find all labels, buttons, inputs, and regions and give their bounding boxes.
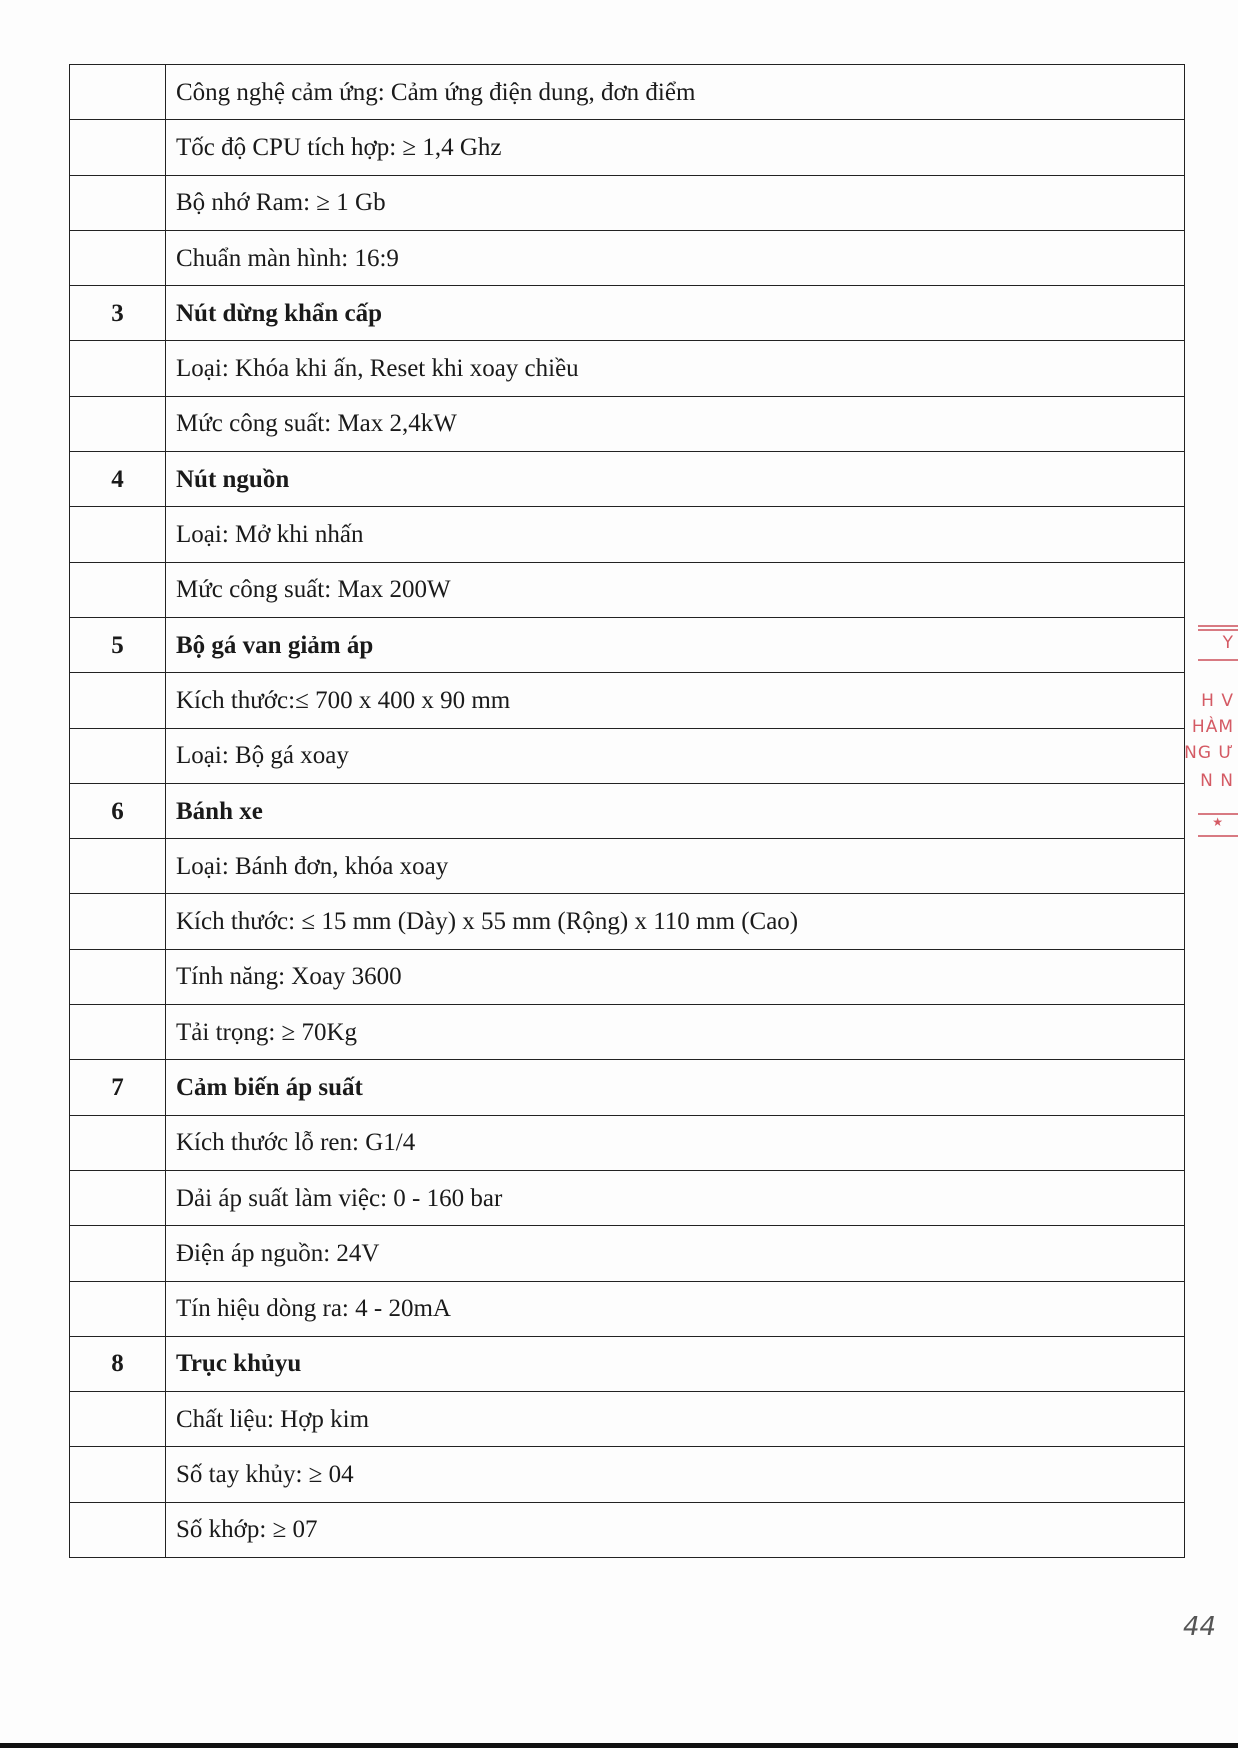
row-number-cell: 4	[70, 452, 166, 507]
section-title-cell: Bánh xe	[166, 783, 1185, 838]
spec-text-cell: Tốc độ CPU tích hợp: ≥ 1,4 Ghz	[166, 120, 1185, 175]
spec-text-cell: Bộ nhớ Ram: ≥ 1 Gb	[166, 175, 1185, 230]
seal-rule	[1198, 625, 1238, 627]
red-seal-stamp	[1184, 625, 1238, 850]
spec-text-cell: Số tay khủy: ≥ 04	[166, 1447, 1185, 1502]
spec-item-row	[70, 1005, 1185, 1060]
spec-item-row	[70, 1281, 1185, 1336]
section-title-cell: Nút nguồn	[166, 452, 1185, 507]
seal-text: HÀM	[1191, 717, 1234, 737]
spec-item-row	[70, 230, 1185, 285]
spec-text-cell: Dải áp suất làm việc: 0 - 160 bar	[166, 1170, 1185, 1225]
section-heading-row	[70, 1336, 1185, 1391]
section-heading-row	[70, 452, 1185, 507]
row-number-cell: 6	[70, 783, 166, 838]
bottom-scan-border	[0, 1743, 1238, 1748]
spec-text-cell: Điện áp nguồn: 24V	[166, 1226, 1185, 1281]
spec-text-cell: Loại: Bánh đơn, khóa xoay	[166, 839, 1185, 894]
seal-rule	[1198, 835, 1238, 837]
spec-text-cell: Chuẩn màn hình: 16:9	[166, 230, 1185, 285]
spec-item-row	[70, 839, 1185, 894]
spec-item-row	[70, 507, 1185, 562]
row-number-cell	[70, 894, 166, 949]
seal-star-icon: ★	[1212, 815, 1224, 829]
row-number-cell: 7	[70, 1060, 166, 1115]
spec-table-body	[70, 65, 1185, 1558]
spec-text-cell: Loại: Mở khi nhấn	[166, 507, 1185, 562]
spec-text-cell: Kích thước lỗ ren: G1/4	[166, 1115, 1185, 1170]
section-title-cell: Nút dừng khẩn cấp	[166, 286, 1185, 341]
row-number-cell	[70, 341, 166, 396]
spec-text-cell: Công nghệ cảm ứng: Cảm ứng điện dung, đơn điểm	[166, 65, 1185, 120]
spec-item-row	[70, 673, 1185, 728]
spec-text-cell: Tải trọng: ≥ 70Kg	[166, 1005, 1185, 1060]
row-number-cell	[70, 230, 166, 285]
row-number-cell	[70, 507, 166, 562]
spec-text-cell: Chất liệu: Hợp kim	[166, 1392, 1185, 1447]
spec-item-row	[70, 175, 1185, 230]
row-number-cell	[70, 65, 166, 120]
spec-item-row	[70, 728, 1185, 783]
spec-item-row	[70, 1170, 1185, 1225]
page-number: 44	[1183, 1612, 1217, 1642]
spec-item-row	[70, 1447, 1185, 1502]
row-number-cell	[70, 1005, 166, 1060]
row-number-cell	[70, 839, 166, 894]
seal-text: NG Ư	[1184, 743, 1234, 763]
row-number-cell: 8	[70, 1336, 166, 1391]
row-number-cell	[70, 1170, 166, 1225]
spec-text-cell: Kích thước: ≤ 15 mm (Dày) x 55 mm (Rộng) x 110 mm (Cao)	[166, 894, 1185, 949]
row-number-cell	[70, 673, 166, 728]
row-number-cell	[70, 175, 166, 230]
section-title-cell: Bộ gá van giảm áp	[166, 617, 1185, 672]
row-number-cell	[70, 1502, 166, 1557]
row-number-cell	[70, 728, 166, 783]
spec-item-row	[70, 1226, 1185, 1281]
spec-text-cell: Số khớp: ≥ 07	[166, 1502, 1185, 1557]
spec-item-row	[70, 949, 1185, 1004]
section-heading-row	[70, 617, 1185, 672]
seal-text: H V	[1201, 691, 1234, 711]
row-number-cell	[70, 1226, 166, 1281]
section-title-cell: Cảm biến áp suất	[166, 1060, 1185, 1115]
row-number-cell: 5	[70, 617, 166, 672]
spec-text-cell: Loại: Bộ gá xoay	[166, 728, 1185, 783]
spec-text-cell: Mức công suất: Max 2,4kW	[166, 396, 1185, 451]
spec-item-row	[70, 120, 1185, 175]
spec-item-row	[70, 1392, 1185, 1447]
section-heading-row	[70, 286, 1185, 341]
section-heading-row	[70, 1060, 1185, 1115]
spec-table	[69, 64, 1185, 1558]
seal-text: Y	[1222, 633, 1234, 653]
spec-text-cell: Tính năng: Xoay 3600	[166, 949, 1185, 1004]
row-number-cell: 3	[70, 286, 166, 341]
spec-item-row	[70, 341, 1185, 396]
seal-rule	[1198, 659, 1238, 661]
row-number-cell	[70, 396, 166, 451]
spec-item-row	[70, 894, 1185, 949]
spec-text-cell: Loại: Khóa khi ấn, Reset khi xoay chiều	[166, 341, 1185, 396]
seal-text: N N	[1200, 771, 1234, 791]
row-number-cell	[70, 1392, 166, 1447]
spec-item-row	[70, 1115, 1185, 1170]
section-heading-row	[70, 783, 1185, 838]
row-number-cell	[70, 1447, 166, 1502]
spec-text-cell: Mức công suất: Max 200W	[166, 562, 1185, 617]
spec-text-cell: Tín hiệu dòng ra: 4 - 20mA	[166, 1281, 1185, 1336]
row-number-cell	[70, 562, 166, 617]
section-title-cell: Trục khủyu	[166, 1336, 1185, 1391]
row-number-cell	[70, 949, 166, 1004]
row-number-cell	[70, 1115, 166, 1170]
spec-item-row	[70, 562, 1185, 617]
spec-text-cell: Kích thước:≤ 700 x 400 x 90 mm	[166, 673, 1185, 728]
seal-rule	[1198, 629, 1238, 631]
row-number-cell	[70, 120, 166, 175]
spec-item-row	[70, 396, 1185, 451]
row-number-cell	[70, 1281, 166, 1336]
spec-item-row	[70, 1502, 1185, 1557]
spec-item-row	[70, 65, 1185, 120]
